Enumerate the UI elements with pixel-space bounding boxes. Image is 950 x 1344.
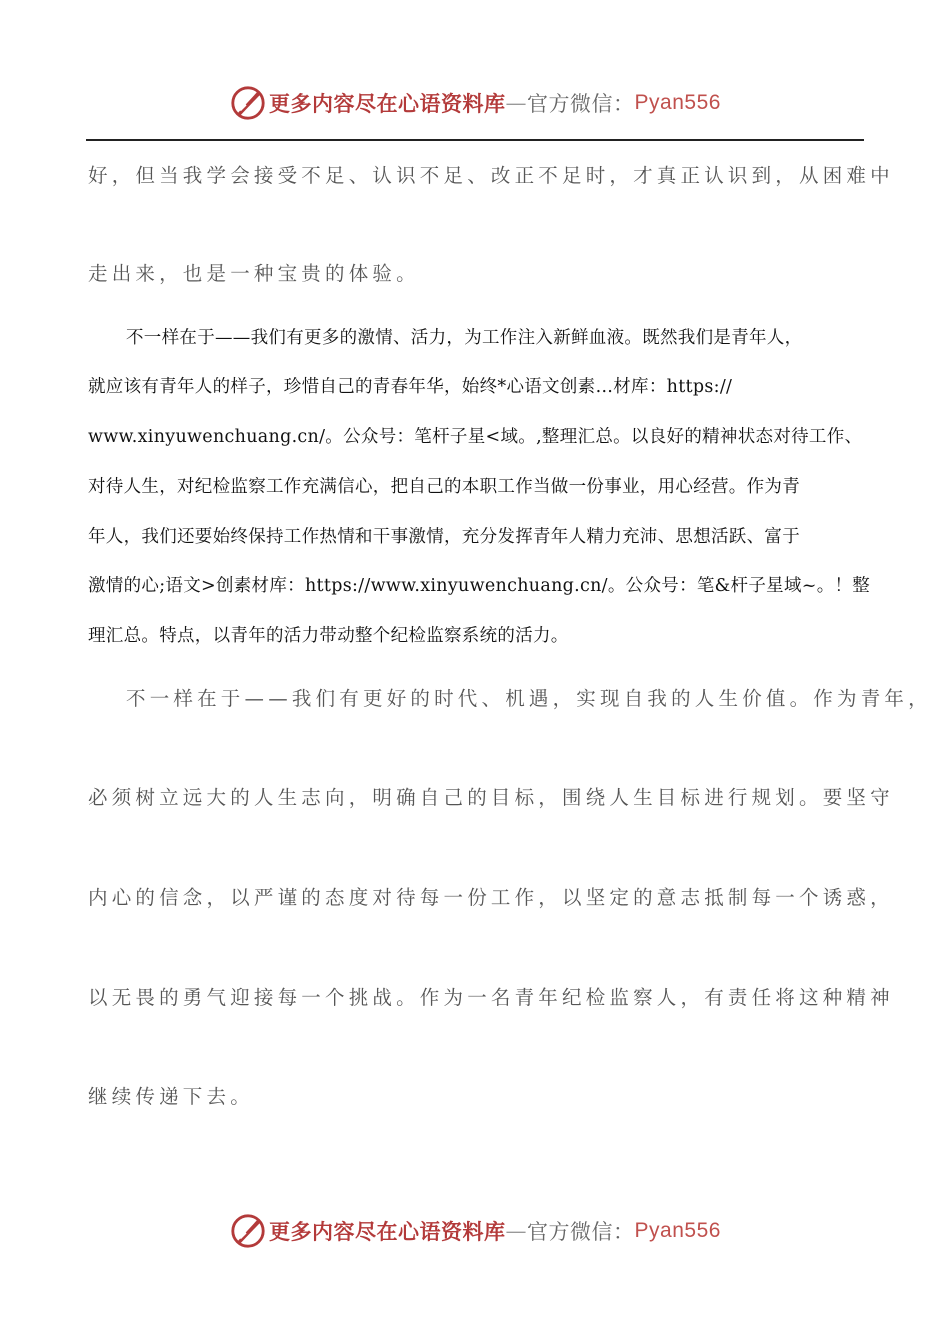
p2-line-5: 年人，我们还要始终保持工作热情和干事激情，充分发挥青年人精力充沛、思想活跃、富于 — [88, 527, 800, 547]
header-official-label: 官方微信： — [527, 92, 635, 116]
header-divider — [86, 139, 864, 141]
quill-logo-icon — [229, 84, 267, 122]
p3-line-2: 必须树立远大的人生志向，明确自己的目标，围绕人生目标进行规划。要坚守 — [88, 786, 894, 809]
quill-logo-icon — [229, 1212, 267, 1250]
header-brand-text: 更多内容尽在心语资料库 — [269, 91, 506, 116]
p2-line-3: www.xinyuwenchuang.cn/。公众号：笔杆子星<域。,整理汇总。以良好的精神状态对待工作、 — [88, 427, 863, 447]
header-wechat-id: Pyan556 — [634, 91, 721, 114]
p1-line-1: 好，但当我学会接受不足、认识不足、改正不足时，才真正认识到，从困难中 — [88, 164, 894, 187]
footer-brand-text: 更多内容尽在心语资料库 — [269, 1219, 506, 1244]
p3-line-1: 不一样在于——我们有更好的时代、机遇，实现自我的人生价值。作为青年， — [126, 687, 932, 710]
footer-dash: — — [505, 1219, 528, 1243]
p2-line-7: 理汇总。特点，以青年的活力带动整个纪检监察系统的活力。 — [88, 626, 569, 646]
page-footer — [0, 1212, 950, 1250]
page-header — [0, 84, 950, 122]
p2-line-6: 激情的心;语文>创素材库：https://www.xinyuwenchuang.cn/。公众号：笔&杆子星域~。！整 — [88, 576, 871, 596]
footer-official-label: 官方微信： — [527, 1220, 635, 1244]
p1-line-2: 走出来，也是一种宝贵的体验。 — [88, 262, 420, 285]
p2-line-4: 对待人生，对纪检监察工作充满信心，把自己的本职工作当做一份事业，用心经营。作为青 — [88, 477, 800, 497]
footer-wechat-id: Pyan556 — [634, 1219, 721, 1242]
p3-line-5: 继续传递下去。 — [88, 1085, 254, 1108]
p2-line-2: 就应该有青年人的样子，珍惜自己的青春年华，始终*心语文创素…材库：https:// — [88, 377, 733, 397]
p3-line-4: 以无畏的勇气迎接每一个挑战。作为一名青年纪检监察人，有责任将这种精神 — [88, 986, 894, 1009]
p2-line-1: 不一样在于——我们有更多的激情、活力，为工作注入新鲜血液。既然我们是青年人， — [126, 328, 803, 348]
p3-line-3: 内心的信念，以严谨的态度对待每一份工作，以坚定的意志抵制每一个诱惑， — [88, 886, 894, 909]
header-dash: — — [505, 91, 528, 115]
